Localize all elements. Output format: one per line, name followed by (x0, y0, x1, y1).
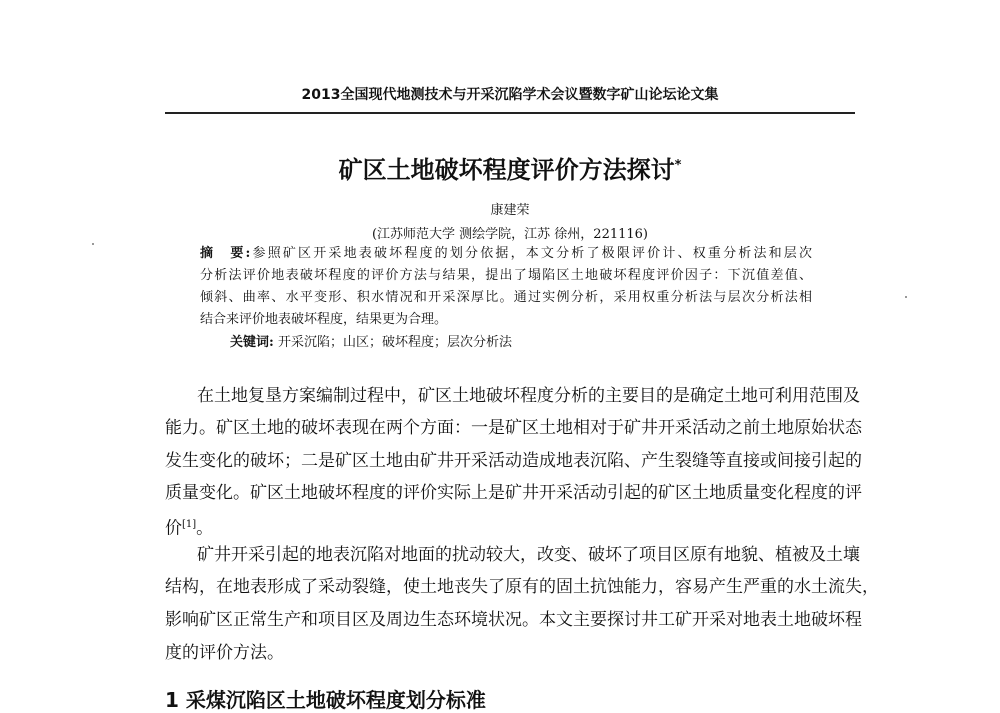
author: 康建荣 (490, 203, 530, 218)
keywords-text: 开采沉陷；山区；破坏程度；层次分析法 (277, 335, 512, 350)
body-line: 影响矿区正常生产和项目区及周边生态环境状况。本文主要探讨井工矿开采对地表土地破坏程 (165, 610, 862, 630)
abstract-line: 倾斜、曲率、水平变形、积水情况和开采深厚比。通过实例分析，采用权重分析法与层次分析法相 (200, 290, 812, 305)
section-heading: 1 采煤沉陷区土地破坏程度划分标准 (165, 688, 486, 712)
abstract-line (200, 245, 812, 263)
scan-speck (905, 296, 907, 298)
body-line: 发生变化的破坏；二是矿区土地由矿井开采活动造成地表沉陷、产生裂缝等直接或间接引起的 (165, 451, 862, 471)
title-footnote-mark: * (674, 158, 682, 173)
keywords (230, 334, 512, 352)
body-line (165, 513, 213, 537)
abstract-text: 参照矿区开采地表破坏程度的划分依据，本文分析了极限评价计、权重分析法和层次 (250, 246, 812, 261)
header-rule (165, 112, 855, 114)
body-text: 。 (196, 518, 214, 539)
abstract-line: 分析法评价地表破坏程度的评价方法与结果，提出了塌陷区土地破坏程度评价因子：下沉值差值、 (200, 268, 812, 283)
paper-title (165, 150, 855, 185)
body-line: 在土地复垦方案编制过程中，矿区土地破坏程度分析的主要目的是确定土地可利用范围及 (197, 386, 860, 406)
scan-speck (92, 243, 94, 245)
running-header: 2013全国现代地测技术与开采沉陷学术会议暨数字矿山论坛论文集 (301, 87, 719, 103)
body-line: 度的评价方法。 (165, 643, 284, 663)
keywords-label: 关键词: (230, 335, 274, 350)
body-line: 能力。矿区土地的破坏表现在两个方面：一是矿区土地相对于矿井开采活动之前土地原始状态 (165, 418, 862, 438)
affiliation: (江苏师范大学 测绘学院，江苏 徐州，221116) (371, 227, 649, 242)
body-line: 矿井开采引起的地表沉陷对地面的扰动较大，改变、破坏了项目区原有地貌、植被及土壤 (197, 545, 860, 565)
abstract-label: 摘 要: (200, 246, 251, 261)
abstract-line: 结合来评价地表破坏程度，结果更为合理。 (200, 312, 448, 327)
body-line: 质量变化。矿区土地破坏程度的评价实际上是矿井开采活动引起的矿区土地质量变化程度的评 (165, 483, 862, 503)
citation-ref[interactable]: [1] (182, 519, 197, 530)
body-text: 价 (165, 518, 182, 539)
body-line: 结构，在地表形成了采动裂缝，使土地丧失了原有的固土抗蚀能力，容易产生严重的水土流失， (165, 577, 879, 597)
title-text: 矿区土地破坏程度评价方法探讨 (338, 156, 675, 184)
